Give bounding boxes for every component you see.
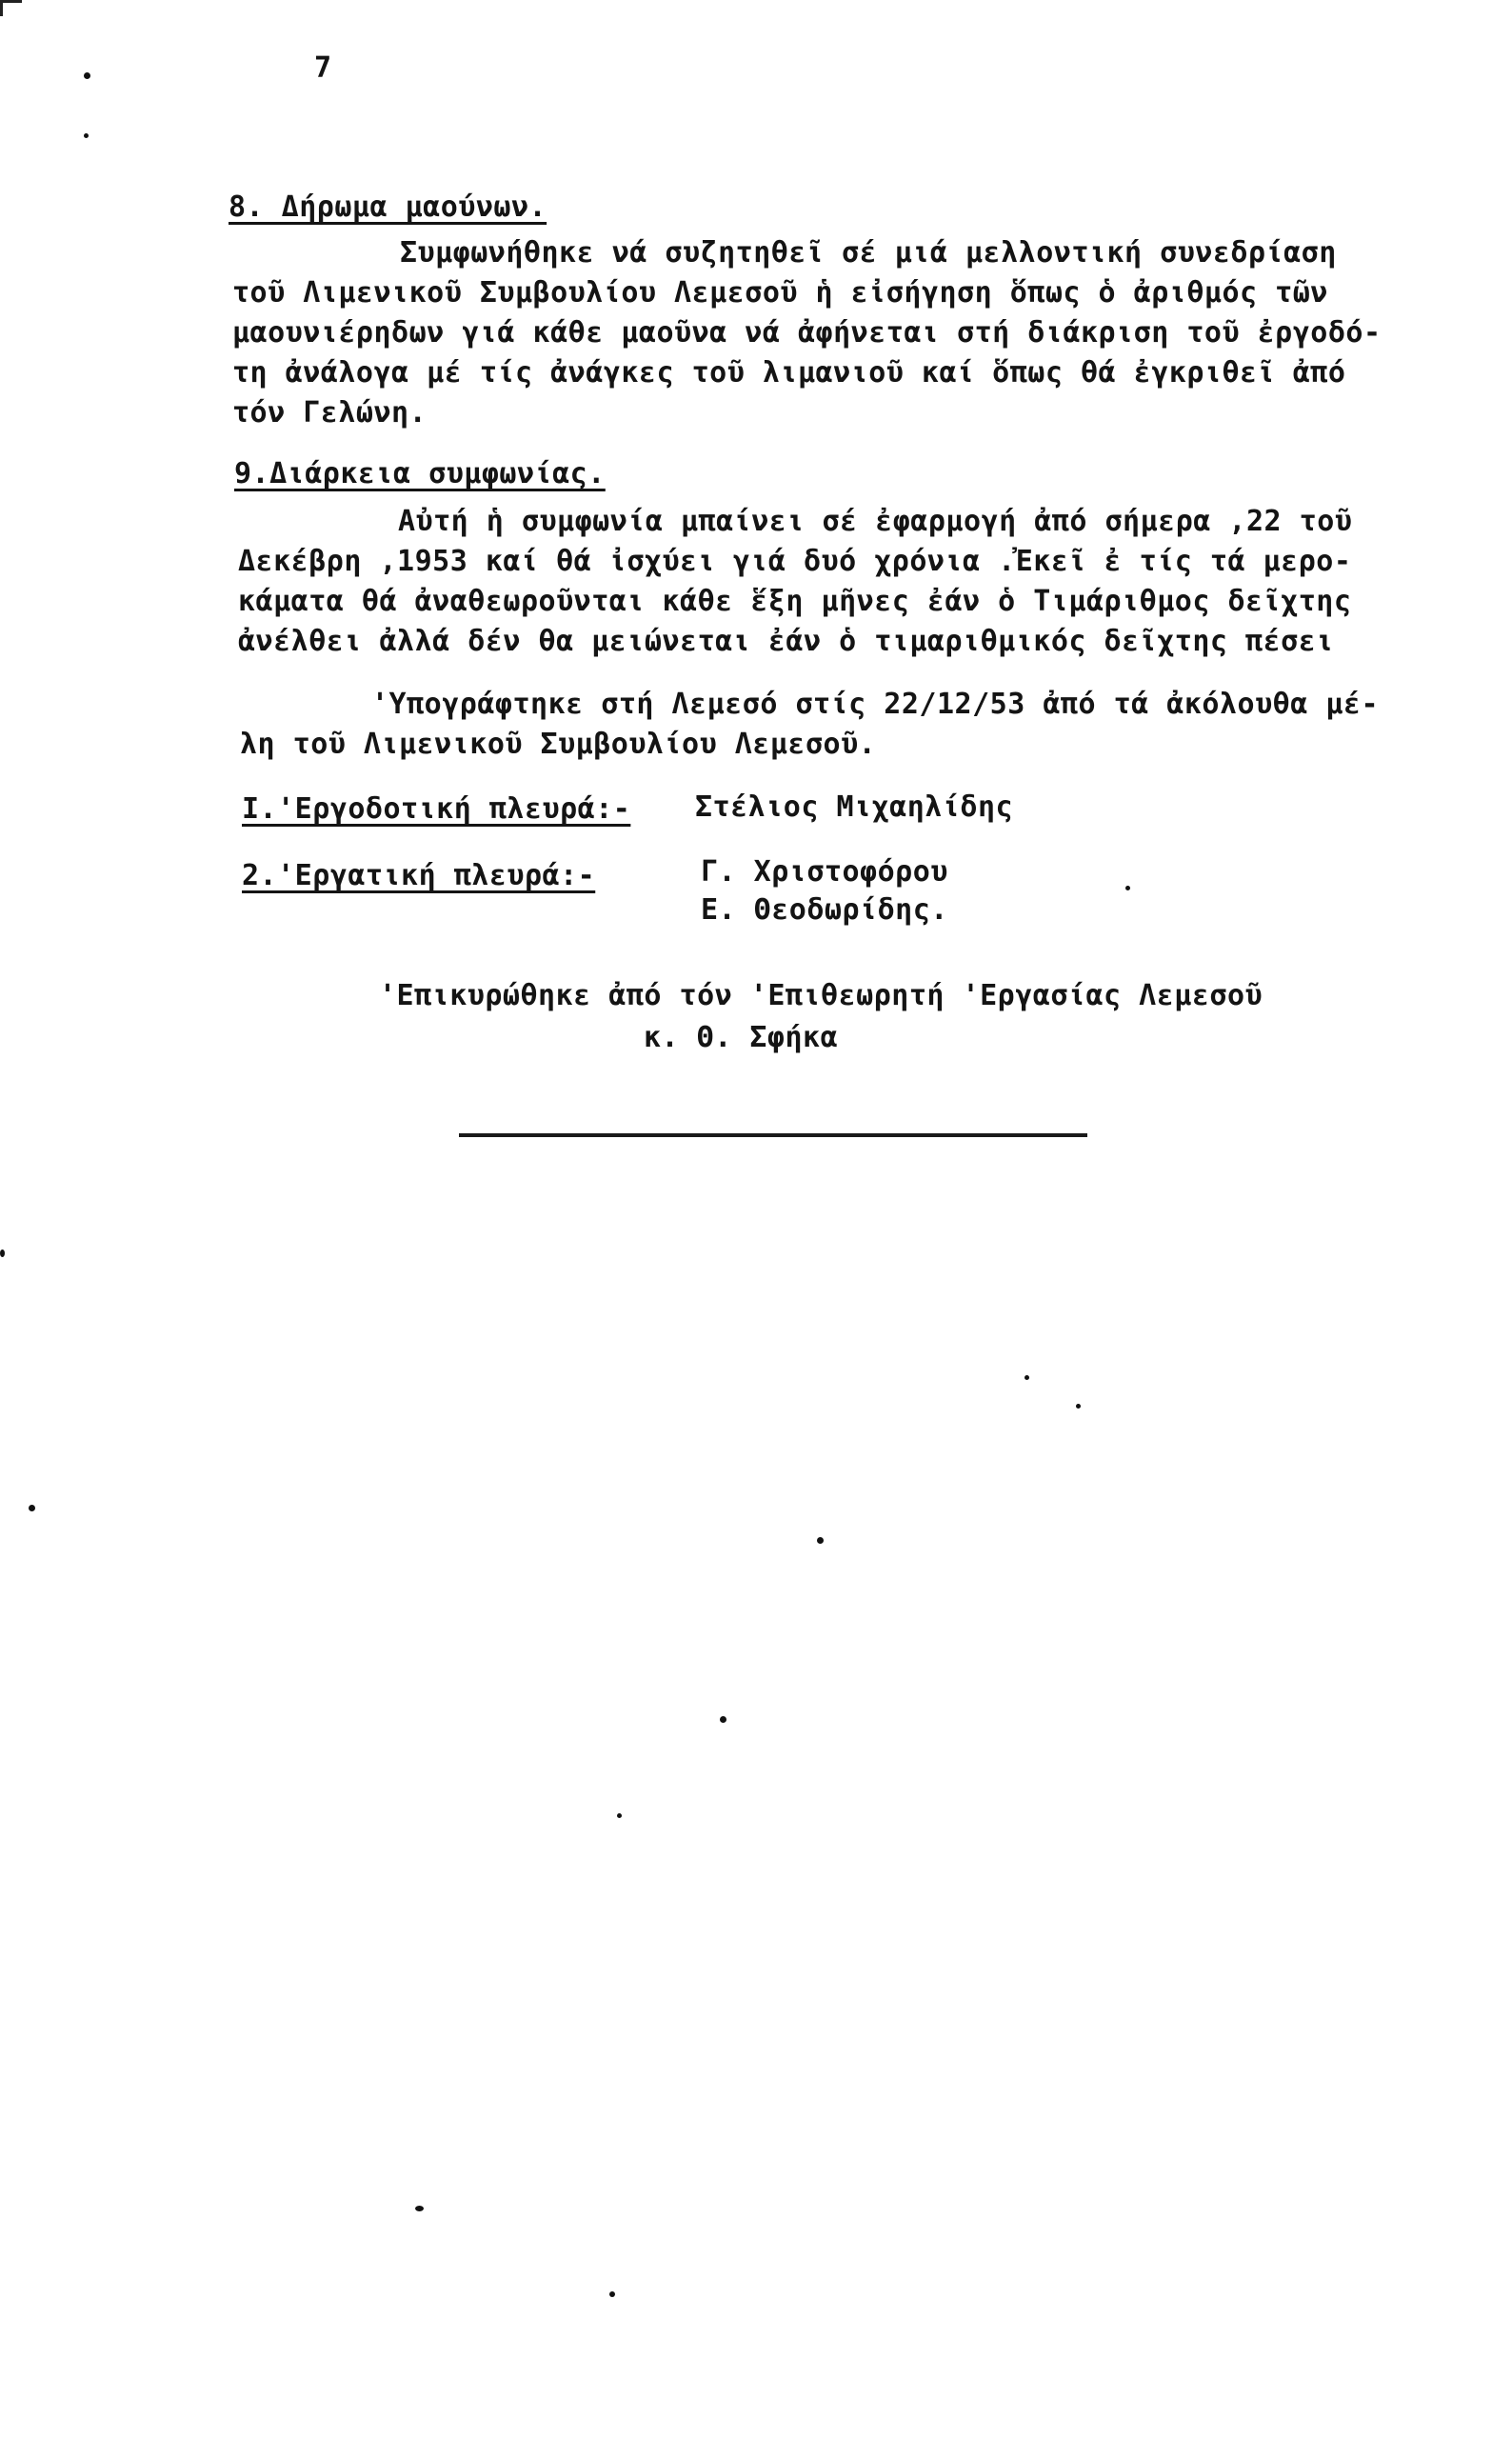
corner-mark [0,0,22,16]
worker-side-name: Γ. Χριστοφόρου [701,855,948,889]
scan-speck [1125,886,1130,890]
scan-speck [84,72,90,79]
scan-speck [0,1249,5,1257]
section8-line: Συμφωνήθηκε νά συζητηθεῖ σέ μιά μελλοντική συνεδρίαση [400,236,1337,270]
employer-side-label: Ι.'Εργοδοτική πλευρά:- [242,792,631,826]
signed-line: λη τοῦ Λιμενικοῦ Συμβουλίου Λεμεσοῦ. [240,728,877,761]
top-mark: 7 [314,51,332,85]
scan-speck [817,1537,824,1544]
scan-speck [609,2291,615,2297]
scan-speck [84,133,89,138]
worker-side-label: 2.'Εργατική πλευρά:- [242,859,596,892]
section9-line: κάματα θά ἀναθεωροῦνται κάθε ἕξη μῆνες ἐάν ὁ Τιμάριθμος δεῖχτης [238,585,1352,618]
scan-speck [29,1505,35,1511]
section8-line: μαουνιέρηδων γιά κάθε μαοῦνα νά ἀφήνεται στή διάκριση τοῦ ἐργοδό- [232,316,1382,350]
section8-line: τη ἀνάλογα μέ τίς ἀνάγκες τοῦ λιμανιοῦ καί ὅπως θά ἐγκριθεῖ ἀπό [232,356,1346,390]
scan-speck [415,2206,424,2211]
section9-line: Δεκέβρη ,1953 καί θά ἰσχύει γιά δυό χρόνια .Ἐκεῖ ἐ τίς τά μερο- [238,545,1352,578]
section8-heading: 8. Δήρωμα μαούνων. [229,190,547,224]
section9-heading: 9.Διάρκεια συμφωνίας. [234,457,606,490]
scan-speck [1076,1404,1081,1409]
employer-side-name: Στέλιος Μιχαηλίδης [695,790,1014,824]
worker-side-name: Ε. Θεοδωρίδης. [701,893,948,927]
scan-speck [617,1813,622,1818]
closing-rule [459,1133,1087,1137]
signed-line: 'Υπογράφτηκε στή Λεμεσό στίς 22/12/53 ἀπό τά ἀκόλουθα μέ- [371,688,1380,721]
ratification-signatory: κ. Θ. Σφήκα [644,1021,839,1054]
ratification-line: 'Επικυρώθηκε ἀπό τόν 'Επιθεωρητή 'Εργασίας Λεμεσοῦ [379,979,1263,1012]
section8-line: τοῦ Λιμενικοῦ Συμβουλίου Λεμεσοῦ ἡ εἰσήγηση ὅπως ὁ ἀριθμός τῶν [232,276,1328,310]
scan-speck [1025,1375,1029,1380]
section9-line: Αὐτή ἡ συμφωνία μπαίνει σέ ἐφαρμογή ἀπό σήμερα ,22 τοῦ [398,505,1353,538]
scan-speck [720,1716,726,1723]
section8-line: τόν Γελώνη. [232,396,428,430]
section9-line: ἀνέλθει ἀλλά δέν θα μειώνεται ἐάν ὁ τιμαριθμικός δεῖχτης πέσει [238,625,1334,658]
